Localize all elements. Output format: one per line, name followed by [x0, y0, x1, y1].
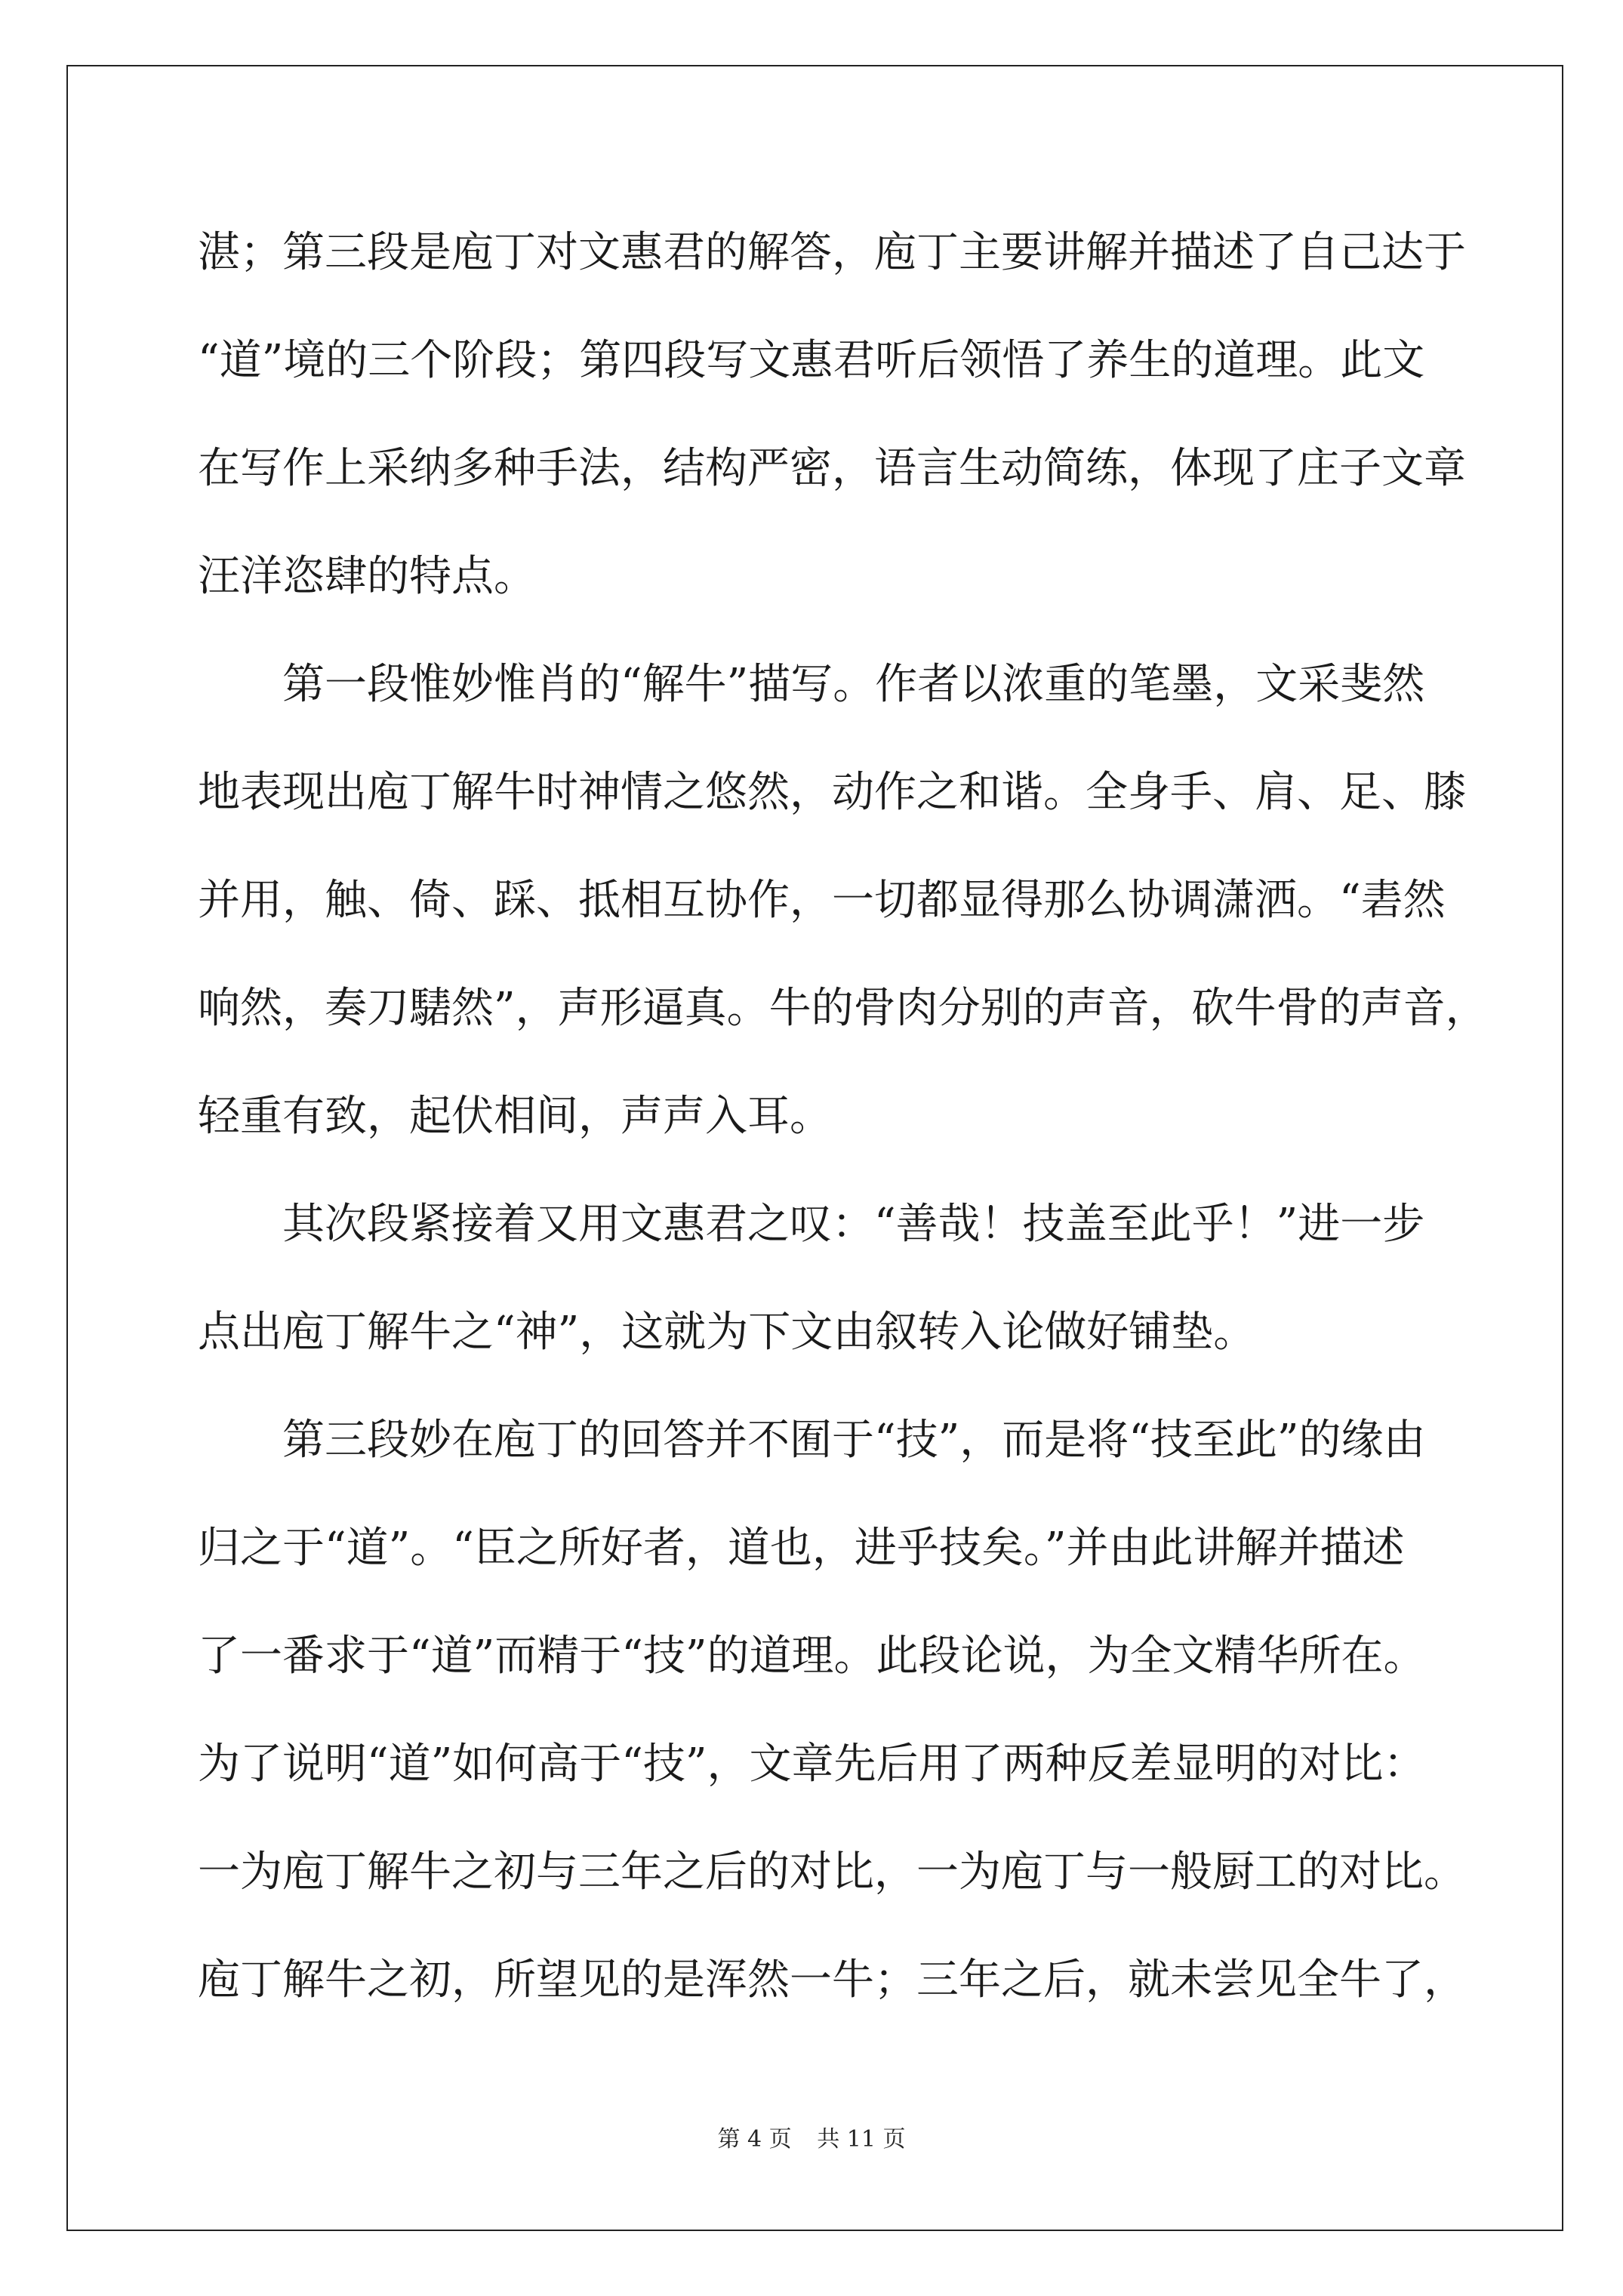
text-line: “道”境的三个阶段；第四段写文惠君听后领悟了养生的道理。此文 [198, 336, 1425, 385]
text-line: 在写作上采纳多种手法，结构严密，语言生动简练，体现了庄子文章 [198, 444, 1466, 493]
document-body [198, 223, 1488, 2058]
text-line: 响然，奏刀騞然”，声形逼真。牛的骨肉分别的声音，砍牛骨的声音， [198, 984, 1488, 1033]
text-line: 并用，触、倚、踩、抵相互协作，一切都显得那么协调潇洒。“砉然 [198, 876, 1446, 925]
text-line: 一为庖丁解牛之初与三年之后的对比，一为庖丁与一般厨工的对比。 [198, 1848, 1466, 1897]
text-line: 汪洋恣肆的特点。 [198, 552, 536, 601]
text-line: 地表现出庖丁解牛时神情之悠然，动作之和谐。全身手、肩、足、膝 [198, 768, 1466, 817]
text-line: 了一番求于“道”而精于“技”的道理。此段论说，为全文精华所在。 [198, 1632, 1426, 1681]
text-line: 第三段妙在庖丁的回答并不囿于“技”，而是将“技至此”的缘由 [282, 1416, 1426, 1465]
text-line: 湛；第三段是庖丁对文惠君的解答，庖丁主要讲解并描述了自己达于 [198, 228, 1466, 277]
text-line: 庖丁解牛之初，所望见的是浑然一牛；三年之后，就未尝见全牛了， [198, 1955, 1466, 2005]
text-line: 为了说明“道”如何高于“技”，文章先后用了两种反差显明的对比： [198, 1740, 1426, 1789]
text-line: 其次段紧接着又用文惠君之叹：“善哉！技盖至此乎！”进一步 [282, 1200, 1425, 1249]
text-line: 点出庖丁解牛之“神”，这就为下文由叙转入论做好铺垫。 [198, 1308, 1256, 1357]
page-footer [0, 2120, 1623, 2153]
text-line: 归之于“道”。“臣之所好者，道也，进乎技矣。”并由此讲解并描述 [198, 1524, 1405, 1573]
text-line: 轻重有致，起伏相间，声声入耳。 [198, 1092, 832, 1141]
page-number: 第 4 页 [717, 2126, 792, 2153]
text-line: 第一段惟妙惟肖的“解牛”描写。作者以浓重的笔墨，文采斐然 [282, 660, 1425, 709]
page-total: 共 11 页 [817, 2126, 906, 2153]
